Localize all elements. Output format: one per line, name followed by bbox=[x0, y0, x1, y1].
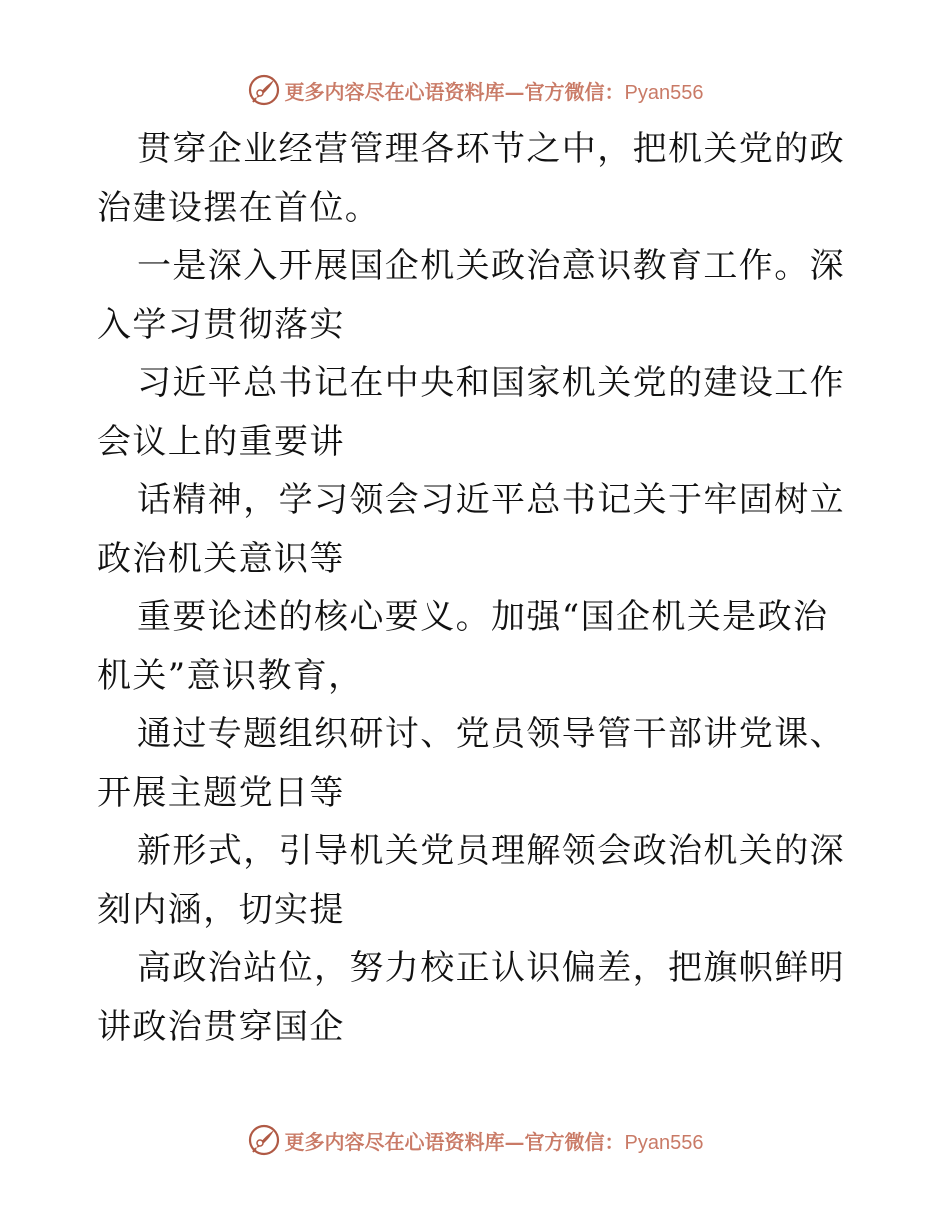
paragraph: 习近平总书记在中央和国家机关党的建设工作会议上的重要讲 bbox=[97, 363, 845, 462]
paragraph: 一是深入开展国企机关政治意识教育工作。深入学习贯彻落实 bbox=[97, 246, 845, 345]
document-body bbox=[97, 120, 857, 1056]
paragraph: 重要论述的核心要义。加强“国企机关是政治机关”意识教育， bbox=[97, 597, 829, 696]
watermark-wechat-id: Pyan556 bbox=[624, 81, 704, 104]
quill-pen-logo-icon bbox=[247, 1123, 281, 1157]
footer-watermark bbox=[0, 1122, 950, 1158]
watermark-cn-text: 更多内容尽在心语资料库—官方微信： bbox=[284, 1129, 625, 1154]
quill-pen-logo-icon bbox=[247, 73, 281, 107]
watermark-text bbox=[285, 76, 704, 105]
paragraph: 高政治站位，努力校正认识偏差，把旗帜鲜明讲政治贯穿国企 bbox=[97, 948, 845, 1047]
watermark-wechat-id: Pyan556 bbox=[624, 1131, 704, 1154]
paragraph: 新形式，引导机关党员理解领会政治机关的深刻内涵，切实提 bbox=[97, 831, 845, 930]
paragraph: 通过专题组织研讨、党员领导管干部讲党课、开展主题党日等 bbox=[97, 714, 845, 813]
watermark-cn-text: 更多内容尽在心语资料库—官方微信： bbox=[284, 79, 625, 104]
paragraph: 话精神，学习领会习近平总书记关于牢固树立政治机关意识等 bbox=[97, 480, 845, 579]
header-watermark bbox=[0, 72, 950, 108]
paragraph: 贯穿企业经营管理各环节之中，把机关党的政治建设摆在首位。 bbox=[97, 129, 845, 228]
watermark-text bbox=[285, 1126, 704, 1155]
